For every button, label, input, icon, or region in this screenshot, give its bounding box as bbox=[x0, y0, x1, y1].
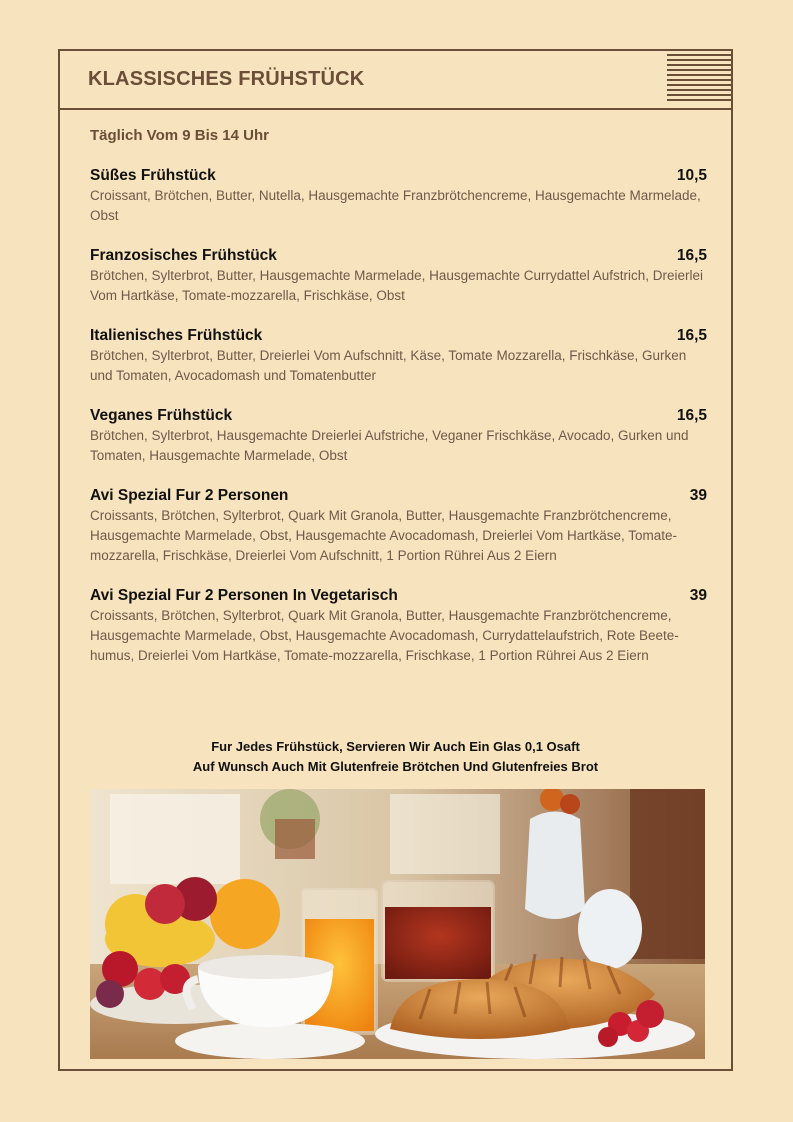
item-name: Avi Spezial Fur 2 Personen In Vegetarisch bbox=[90, 587, 398, 604]
breakfast-illustration bbox=[90, 789, 705, 1059]
item-description: Brötchen, Sylterbrot, Butter, Hausgemachte Marmelade, Hausgemachte Currydattel Aufstrich, Dreierlei Vom Hartkäse, Tomate-mozzarella, Frischkäse, Obst bbox=[90, 268, 704, 303]
item-description: Croissants, Brötchen, Sylterbrot, Quark Mit Granola, Butter, Hausgemachte Franzbrötchencreme, Hausgemachte Marmelade, Obst, Hausgemachte Avocadomash, Currydattelaufstrich, Rote Beete-humus, Dreierlei Vom Hartkäse, Tomate-mozzarella, Frischkase, 1 Portion Rührei Aus 2 Eiern bbox=[90, 608, 679, 663]
menu-header bbox=[60, 51, 731, 110]
menu-frame bbox=[58, 49, 733, 1071]
menu-item bbox=[90, 407, 707, 466]
note-line-gluten-free: Auf Wunsch Auch Mit Glutenfreie Brötchen Und Glutenfreies Brot bbox=[192, 759, 599, 774]
item-name: Süßes Frühstück bbox=[90, 167, 216, 184]
item-price: 16,5 bbox=[676, 327, 707, 344]
item-name: Italienisches Frühstück bbox=[90, 327, 263, 344]
menu-title: KLASSISCHES FRÜHSTÜCK bbox=[88, 68, 365, 90]
item-description: Brötchen, Sylterbrot, Hausgemachte Dreierlei Aufstriche, Veganer Frischkäse, Avocado, Gurken und Tomaten, Hausgemachte Marmelade, Obst bbox=[90, 428, 689, 463]
item-name: Veganes Frühstück bbox=[90, 407, 233, 424]
item-description: Croissant, Brötchen, Butter, Nutella, Hausgemachte Franzbrötchencreme, Hausgemachte Marmelade, Obst bbox=[90, 188, 701, 223]
menu-item bbox=[90, 167, 707, 226]
opening-hours: Täglich Vom 9 Bis 14 Uhr bbox=[90, 127, 269, 144]
item-price: 16,5 bbox=[676, 247, 707, 264]
item-price: 39 bbox=[689, 587, 707, 604]
footer-note bbox=[60, 737, 731, 777]
note-line-orange-juice: Fur Jedes Frühstück, Servieren Wir Auch Ein Glas 0,1 Osaft bbox=[211, 739, 580, 754]
menu-item bbox=[90, 247, 707, 306]
item-name: Franzosisches Frühstück bbox=[90, 247, 277, 264]
menu-items bbox=[90, 167, 707, 687]
item-name: Avi Spezial Fur 2 Personen bbox=[90, 487, 289, 504]
item-price: 10,5 bbox=[676, 167, 707, 184]
menu-item bbox=[90, 587, 707, 666]
item-description: Croissants, Brötchen, Sylterbrot, Quark Mit Granola, Butter, Hausgemachte Franzbrötchencreme, Hausgemachte Marmelade, Obst, Hausgemachte Avocadomash, Dreierlei Vom Hartkäse, Tomate-mozzarella, Frischkäse, Dreierlei Vom Aufschnitt, 1 Portion Rührei Aus 2 Eiern bbox=[90, 508, 678, 563]
item-price: 39 bbox=[689, 487, 707, 504]
menu-item bbox=[90, 487, 707, 566]
menu-item bbox=[90, 327, 707, 386]
decorative-stripes-icon bbox=[667, 54, 731, 104]
item-price: 16,5 bbox=[676, 407, 707, 424]
item-description: Brötchen, Sylterbrot, Butter, Dreierlei Vom Aufschnitt, Käse, Tomate Mozzarella, Frischkäse, Gurken und Tomaten, Avocadomash und Tomatenbutter bbox=[90, 348, 687, 383]
breakfast-photo bbox=[90, 789, 705, 1059]
